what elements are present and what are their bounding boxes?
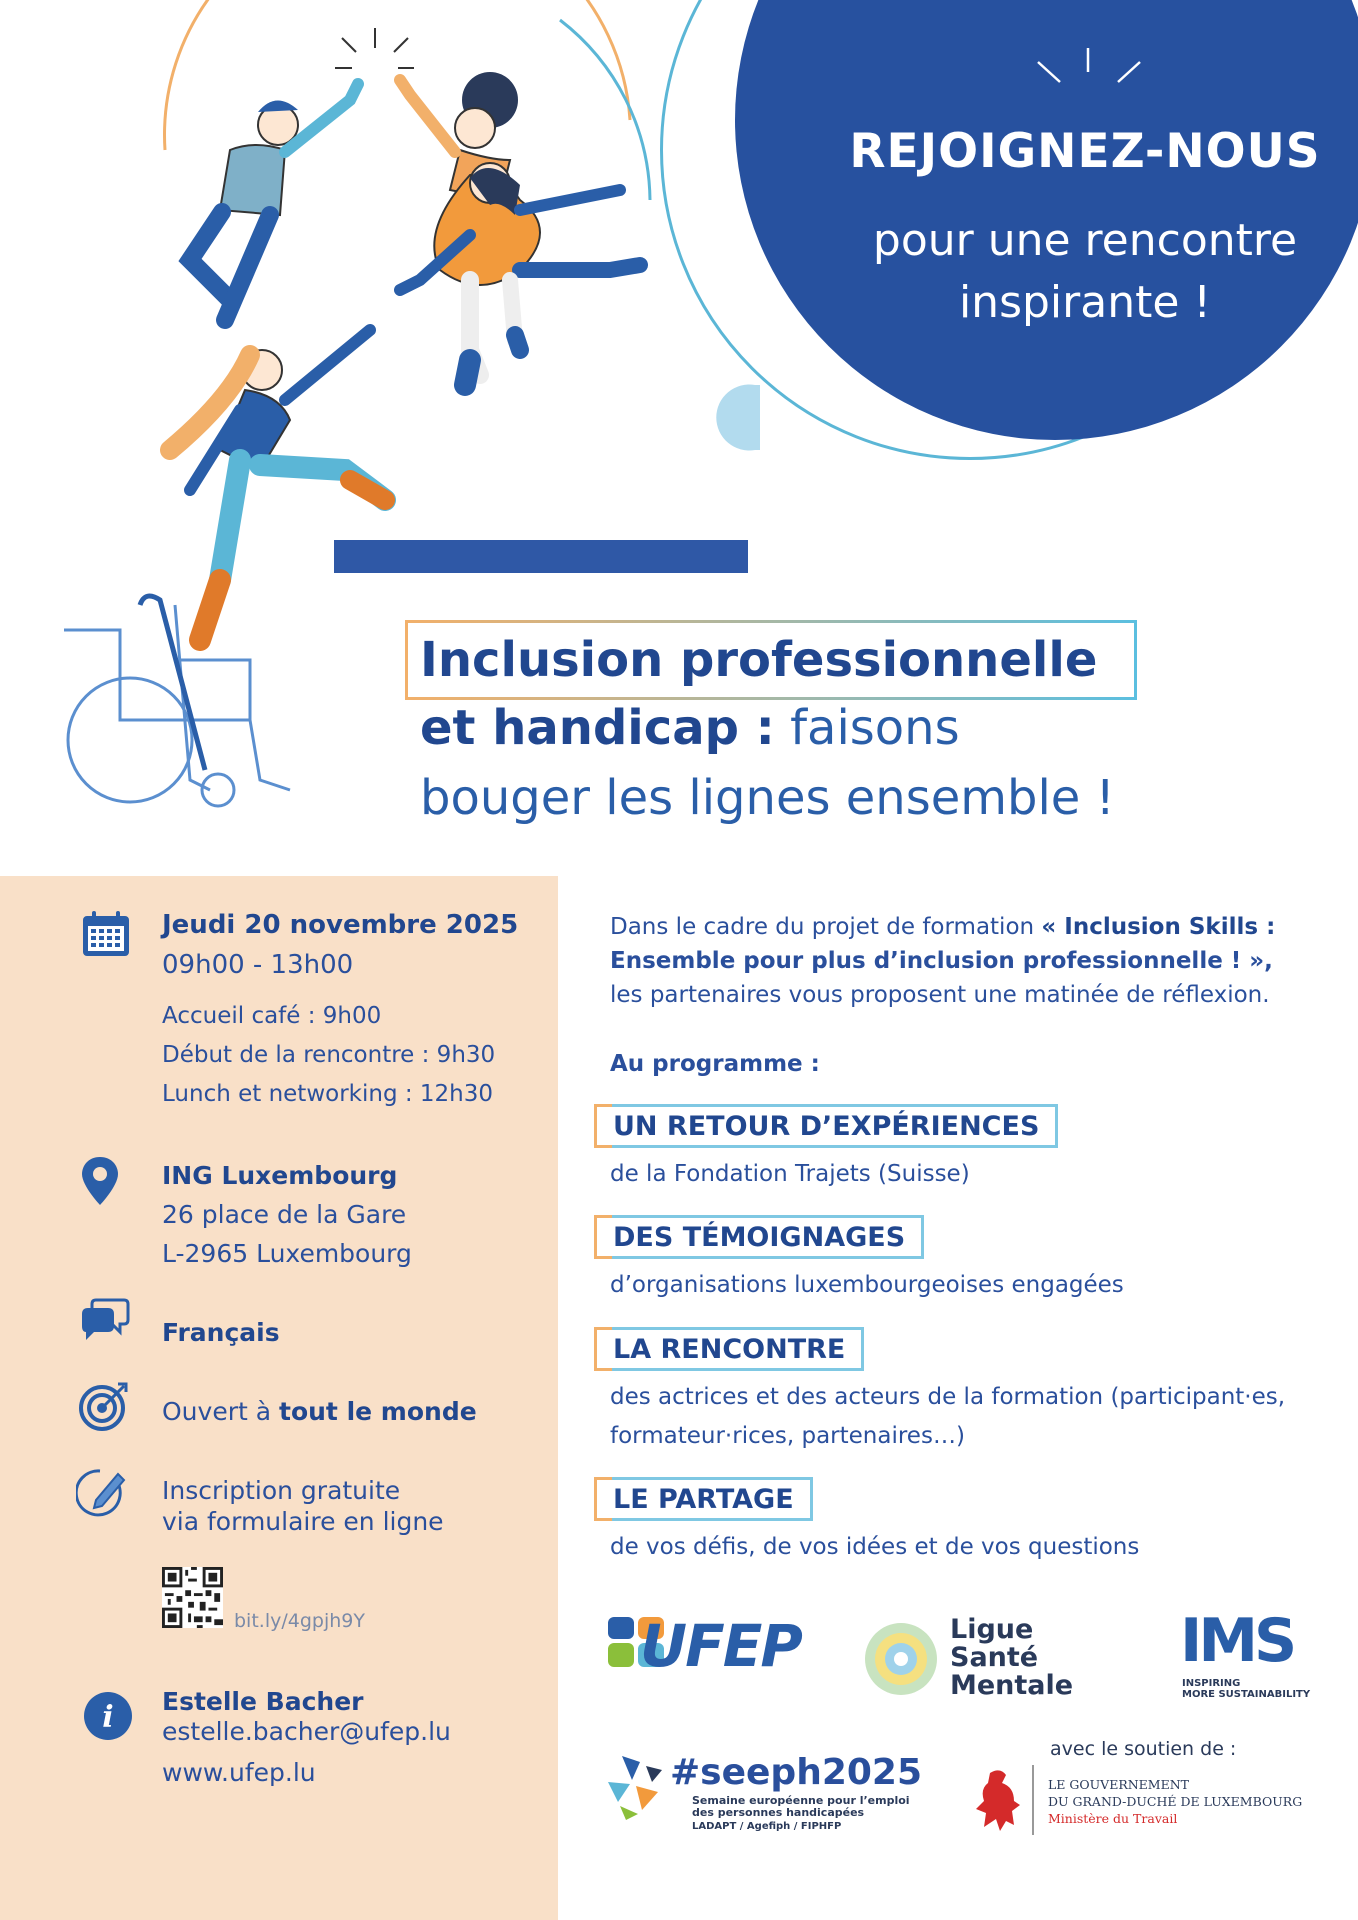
registration-link[interactable]: bit.ly/4gpjh9Y bbox=[234, 1610, 365, 1632]
programme-text: de vos défis, de vos idées et de vos questions bbox=[610, 1534, 1140, 1560]
programme-text: de la Fondation Trajets (Suisse) bbox=[610, 1161, 970, 1187]
title-line2-rest: faisons bbox=[774, 700, 960, 756]
speech-bubbles-icon bbox=[78, 1292, 130, 1344]
language: Français bbox=[162, 1318, 280, 1347]
event-time: 09h00 - 13h00 bbox=[162, 950, 354, 980]
info-icon bbox=[82, 1690, 134, 1742]
location-pin-icon bbox=[74, 1155, 126, 1207]
seeph-sub-line2: des personnes handicapées bbox=[692, 1806, 865, 1819]
seeph-subtitle bbox=[692, 1795, 910, 1833]
ligue-line3: Mentale bbox=[950, 1670, 1074, 1701]
ligue-sante-mentale-logo-mark bbox=[862, 1620, 940, 1698]
join-title: REJOIGNEZ-NOUS bbox=[849, 124, 1321, 179]
qr-code[interactable] bbox=[162, 1567, 223, 1628]
programme-heading: UN RETOUR D’EXPÉRIENCES bbox=[594, 1104, 1058, 1148]
sparkle-icon bbox=[1030, 44, 1150, 94]
seeph-sub-line3: LADAPT / Agefiph / FIPHFP bbox=[692, 1821, 842, 1832]
ligue-line2: Santé bbox=[950, 1642, 1039, 1673]
seeph-logo: #seeph2025 bbox=[670, 1752, 923, 1793]
schedule-item: Début de la rencontre : 9h30 bbox=[162, 1042, 496, 1068]
programme-heading: LA RENCONTRE bbox=[594, 1327, 864, 1371]
audience-bold: tout le monde bbox=[279, 1397, 477, 1426]
intro-line3: les partenaires vous proposent une matinée de réflexion. bbox=[610, 982, 1270, 1008]
support-label: avec le soutien de : bbox=[1050, 1738, 1237, 1760]
ims-tagline-line1: INSPIRING bbox=[1182, 1678, 1241, 1689]
gov-line1: LE GOUVERNEMENT bbox=[1048, 1777, 1189, 1792]
contact-email[interactable]: estelle.bacher@ufep.lu bbox=[162, 1717, 451, 1746]
venue-address-line2: L-2965 Luxembourg bbox=[162, 1239, 412, 1268]
programme-text: des actrices et des acteurs de la formation (participant·es, bbox=[610, 1384, 1286, 1410]
programme-heading: DES TÉMOIGNAGES bbox=[594, 1215, 924, 1259]
seeph-logo-mark bbox=[602, 1752, 670, 1822]
intro-bold-1: « Inclusion Skills : bbox=[1041, 914, 1276, 940]
join-subtitle-line2: inspirante ! bbox=[958, 277, 1212, 328]
venue-name: ING Luxembourg bbox=[162, 1161, 398, 1190]
website-link[interactable]: www.ufep.lu bbox=[162, 1758, 316, 1787]
decorative-bar bbox=[334, 540, 748, 573]
title-line1: Inclusion professionnelle bbox=[420, 632, 1098, 688]
gov-line2: DU GRAND-DUCHÉ DE LUXEMBOURG bbox=[1048, 1794, 1303, 1809]
ufep-logo: UFEP bbox=[640, 1612, 801, 1680]
gov-line3: Ministère du Travail bbox=[1048, 1811, 1178, 1826]
ligue-line1: Ligue bbox=[950, 1614, 1034, 1645]
programme-text-cont: formateur·rices, partenaires…) bbox=[610, 1423, 965, 1449]
title-line2 bbox=[420, 700, 960, 756]
gov-divider bbox=[1032, 1765, 1034, 1835]
venue-address-line1: 26 place de la Gare bbox=[162, 1200, 407, 1229]
registration-line1: Inscription gratuite bbox=[162, 1476, 401, 1505]
programme-text: d’organisations luxembourgeoises engagées bbox=[610, 1272, 1124, 1298]
ligue-logo-text bbox=[950, 1616, 1073, 1700]
luxembourg-lion-emblem bbox=[970, 1765, 1025, 1833]
ims-logo: IMS bbox=[1180, 1606, 1294, 1676]
ims-tagline bbox=[1182, 1678, 1310, 1700]
schedule-item: Accueil café : 9h00 bbox=[162, 1003, 382, 1029]
join-subtitle-line1: pour une rencontre bbox=[872, 215, 1298, 266]
government-text bbox=[1048, 1776, 1302, 1827]
title-line2-bold: et handicap : bbox=[420, 700, 775, 756]
calendar-icon bbox=[80, 908, 132, 960]
title-line3: bouger les lignes ensemble ! bbox=[420, 770, 1115, 826]
audience-prefix: Ouvert à bbox=[162, 1397, 279, 1426]
schedule-item: Lunch et networking : 12h30 bbox=[162, 1081, 494, 1107]
svg-text:i: i bbox=[102, 1700, 114, 1735]
event-date: Jeudi 20 novembre 2025 bbox=[162, 910, 519, 940]
target-icon bbox=[78, 1380, 130, 1432]
audience bbox=[162, 1393, 477, 1431]
contact-name: Estelle Bacher bbox=[162, 1687, 364, 1716]
programme-heading: LE PARTAGE bbox=[594, 1477, 813, 1521]
programme-label: Au programme : bbox=[610, 1051, 820, 1077]
intro-prefix: Dans le cadre du projet de formation bbox=[610, 914, 1042, 940]
ims-tagline-line2: MORE SUSTAINABILITY bbox=[1182, 1689, 1311, 1700]
registration-line2: via formulaire en ligne bbox=[162, 1507, 444, 1536]
intro-line1 bbox=[610, 910, 1275, 944]
edit-pencil-icon bbox=[76, 1466, 128, 1518]
intro-line2: Ensemble pour plus d’inclusion professionnelle ! », bbox=[610, 948, 1273, 974]
seeph-sub-line1: Semaine européenne pour l’emploi bbox=[692, 1794, 910, 1807]
join-subtitle bbox=[800, 210, 1358, 334]
